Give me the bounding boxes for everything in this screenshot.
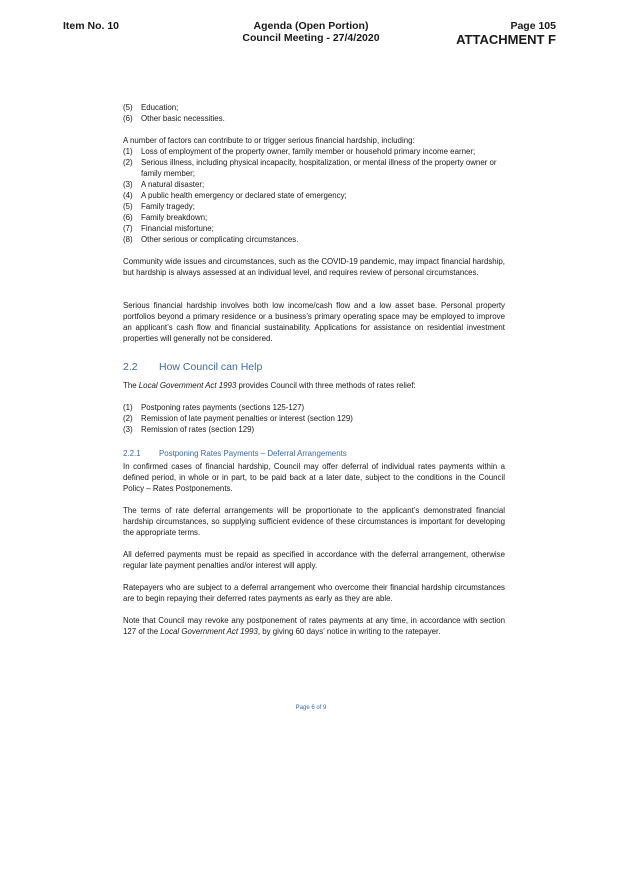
list-item: (2) Serious illness, including physical incapacity, hospitalization, or mental illness of the property owner or family member; (123, 158, 497, 178)
page-header (456, 20, 556, 47)
list-item: (3) Remission of rates (section 129) (123, 425, 255, 434)
agenda-title: Agenda (Open Portion) (253, 20, 369, 32)
list-item: (6) Other basic necessities. (123, 114, 225, 123)
factors-intro: A number of factors can contribute to or trigger serious financial hardship, including: (123, 136, 415, 145)
section-heading-2-2: 2.2 How Council can Help (123, 361, 263, 373)
factors-list (123, 146, 505, 245)
ratepayers-paragraph: Ratepayers who are subject to a deferral arrangement who overcome their financial hardship circumstances are to begin repaying their deferred rates payments as early as they are able. (123, 583, 505, 603)
list-item: (7) Financial misfortune; (123, 224, 214, 233)
meeting-date: Council Meeting - 27/4/2020 (242, 32, 380, 44)
page-number: Page 105 (510, 20, 556, 32)
basic-needs-list (123, 102, 505, 124)
revocation-note: Note that Council may revoke any postponement of rates payments at any time, in accordance with section 127 of the Local Government Act 1993, by giving 60 days’ notice in writing to the ratepayer. (123, 616, 505, 636)
list-item: (3) A natural disaster; (123, 180, 205, 189)
confirmed-cases-paragraph: In confirmed cases of financial hardship, Council may offer deferral of individual rates payments within a defined period, in whole or in part, to be paid back at a later date, subject to the conditions in the Council Policy – Rates Postponements. (123, 462, 505, 493)
list-item: (6) Family breakdown; (123, 213, 208, 222)
deferral-terms-paragraph: The terms of rate deferral arrangements will be proportionate to the applicant’s demonstrated financial hardship circumstances, so supplying sufficient evidence of these circumstances is important for developing the appropriate terms. (123, 506, 505, 537)
serious-hardship-paragraph: Serious financial hardship involves both low income/cash flow and a low asset base. Personal property portfolios beyond a primary residence or a business’s primary operating space may be employed to improve an applicant’s cash flow and financial sustainability. Applications for assistance on residential investment properties will generally not be considered. (123, 301, 505, 343)
community-paragraph: Community wide issues and circumstances, such as the COVID-19 pandemic, may impact financial hardship, but hardship is always assessed at an individual level, and requires review of personal circumstances. (123, 257, 505, 277)
section-heading-2-2-1: 2.2.1 Postponing Rates Payments – Deferral Arrangements (123, 449, 347, 458)
attachment-label: ATTACHMENT F (456, 32, 556, 47)
page-footer: Page 6 of 9 (295, 705, 327, 711)
lga-intro: The Local Government Act 1993 provides Council with three methods of rates relief: (123, 381, 416, 390)
relief-methods-list (123, 402, 505, 435)
list-item: (5) Family tragedy; (123, 202, 195, 211)
deferred-payments-paragraph: All deferred payments must be repaid as specified in accordance with the deferral arrangement, otherwise regular late payment penalties and/or interest will apply. (123, 550, 505, 570)
list-item: (1) Loss of employment of the property owner, family member or household primary income earner; (123, 147, 476, 156)
list-item: (5) Education; (123, 103, 179, 112)
list-item: (8) Other serious or complicating circumstances. (123, 235, 299, 244)
list-item: (4) A public health emergency or declared state of emergency; (123, 191, 347, 200)
item-number: Item No. 10 (63, 20, 120, 32)
list-item: (2) Remission of late payment penalties or interest (section 129) (123, 414, 353, 423)
list-item: (1) Postponing rates payments (sections 125-127) (123, 403, 305, 412)
